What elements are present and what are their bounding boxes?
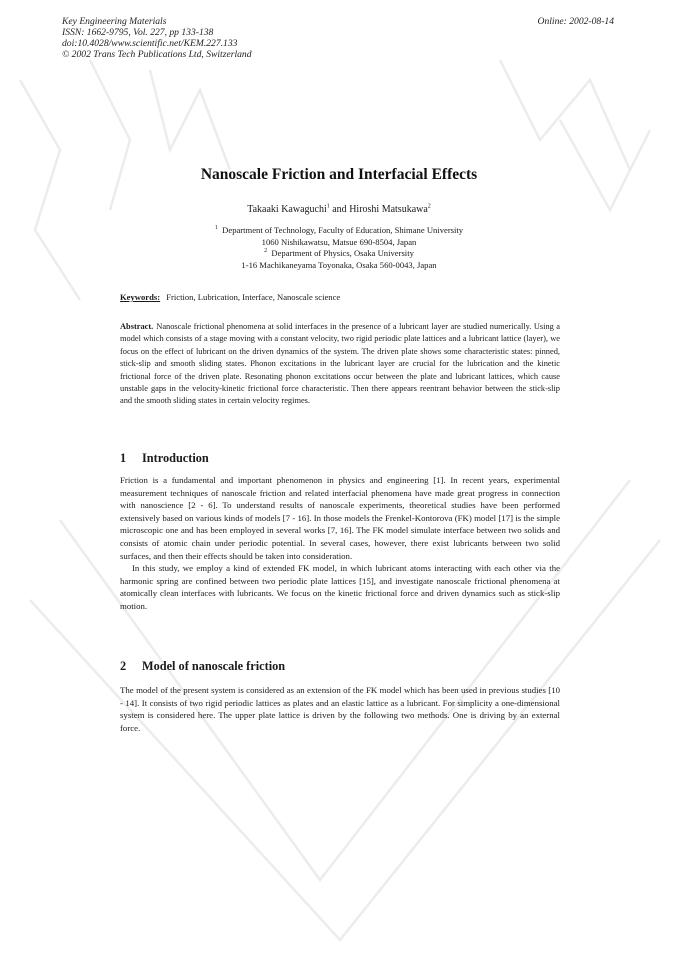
section-2-number: 2 xyxy=(120,659,127,673)
section-1-title: Introduction xyxy=(142,451,209,465)
journal-doi[interactable]: doi:10.4028/www.scientific.net/KEM.227.133 xyxy=(62,38,238,49)
abstract-label: Abstract. xyxy=(120,322,154,331)
affiliation-1-line-2: 1060 Nishikawatsu, Matsue 690-8504, Japan xyxy=(261,236,417,247)
online-date: Online: 2002-08-14 xyxy=(537,16,614,27)
journal-issn: ISSN: 1662-9795, Vol. 227, pp 133-138 xyxy=(62,27,214,38)
affiliations xyxy=(0,225,678,271)
keywords xyxy=(120,292,560,302)
keywords-label: Keywords: xyxy=(120,292,161,302)
journal-copyright: © 2002 Trans Tech Publications Ltd, Switzerland xyxy=(62,49,252,60)
section-2-body xyxy=(120,684,560,734)
author-1-affil-mark: 1 xyxy=(326,203,330,210)
journal-name: Key Engineering Materials xyxy=(62,16,167,27)
author-1: Takaaki Kawaguchi xyxy=(247,204,327,215)
paper-title: Nanoscale Friction and Interfacial Effects xyxy=(200,166,478,183)
section-2-paragraph-1: The model of the present system is considered as an extension of the FK model which has been used in previous studies [10 - 14]. It consists of two rigid periodic lattices as plates and an elastic lattice as a lubricant. For simplicity a one-dimensional system is considered here. The upper plate lattice is driven by the following two methods. One is driving by an external force. xyxy=(120,685,560,733)
section-1-heading xyxy=(120,451,209,466)
section-2-heading xyxy=(120,659,285,674)
abstract-text: Nanoscale frictional phenomena at solid interfaces in the presence of a lubricant layer are studied numerically. Using a model which consists of a stage moving with a constant velocity, two rigid periodic plate lattices and a lubricant lattice (layer), we focus on the effect of lubricant on the driven dynamics of the system. The driven plate shows some characteristic states: pinned, stick-slip and smooth sliding states. Phonon excitations in the lubricant layer are crucial for the lubrication and the kinetic frictional force of the driven plate. Resonating phonon excitations occur between the plate and lubricant lattices, which cause unstable gaps in the velocity-kinetic frictional force characteristic. Then there appears reentrant behavior between the stick-slip and the smooth sliding states in certain velocity regimes. xyxy=(120,322,560,406)
affiliation-2-line-1: $^2$ Department of Physics, Osaka University xyxy=(264,248,414,259)
section-2-title: Model of nanoscale friction xyxy=(142,659,286,673)
affiliation-1-line-1: $^1$ Department of Technology, Faculty of Education, Shimane University xyxy=(214,225,464,235)
section-1-paragraph-1: Friction is a fundamental and important phenomenon in physics and engineering [1]. In recent years, experimental measurement techniques of nanoscale friction and related interfacial phenomena have made great progress in connection with nanoscience [2 - 6]. To understand results of nanoscale experiments, theoretical studies have been performed extensively based on various kinds of models [7 - 16]. In those models the Frenkel-Kontorova (FK) model [17] is the simple microscopic one and has been employed in several works [7, 16]. The FK model simulate interface between two solids and consists of atomic chain under periodic potential. In several cases, however, there exist lubricants between two solid surfaces, and then their effects should be taken into consideration. xyxy=(120,475,560,561)
section-1-number: 1 xyxy=(120,451,127,465)
author-2-affil-mark: 2 xyxy=(427,203,431,210)
section-1-body xyxy=(120,474,560,613)
abstract xyxy=(120,321,560,408)
author-2: Hiroshi Matsukawa xyxy=(349,204,428,215)
author-conjunction: and xyxy=(332,204,347,215)
paper-authors xyxy=(0,204,678,215)
keywords-text: Friction, Lubrication, Interface, Nanoscale science xyxy=(166,292,341,302)
section-1-paragraph-2: In this study, we employ a kind of extended FK model, in which lubricant atoms interacting with each other via the harmonic spring are confined between two periodic plate lattices [15], and investigate nanoscale frictional phenomena at atomically clean interfaces with lubricants. We focus on the kinetic frictional force and driven dynamics such as stick-slip motion. xyxy=(120,563,560,611)
affiliation-1-mark: 1 xyxy=(214,225,218,232)
affiliation-2-line-2: 1-16 Machikaneyama Toyonaka, Osaka 560-0043, Japan xyxy=(241,259,437,270)
affiliation-2-mark: 2 xyxy=(264,248,268,255)
